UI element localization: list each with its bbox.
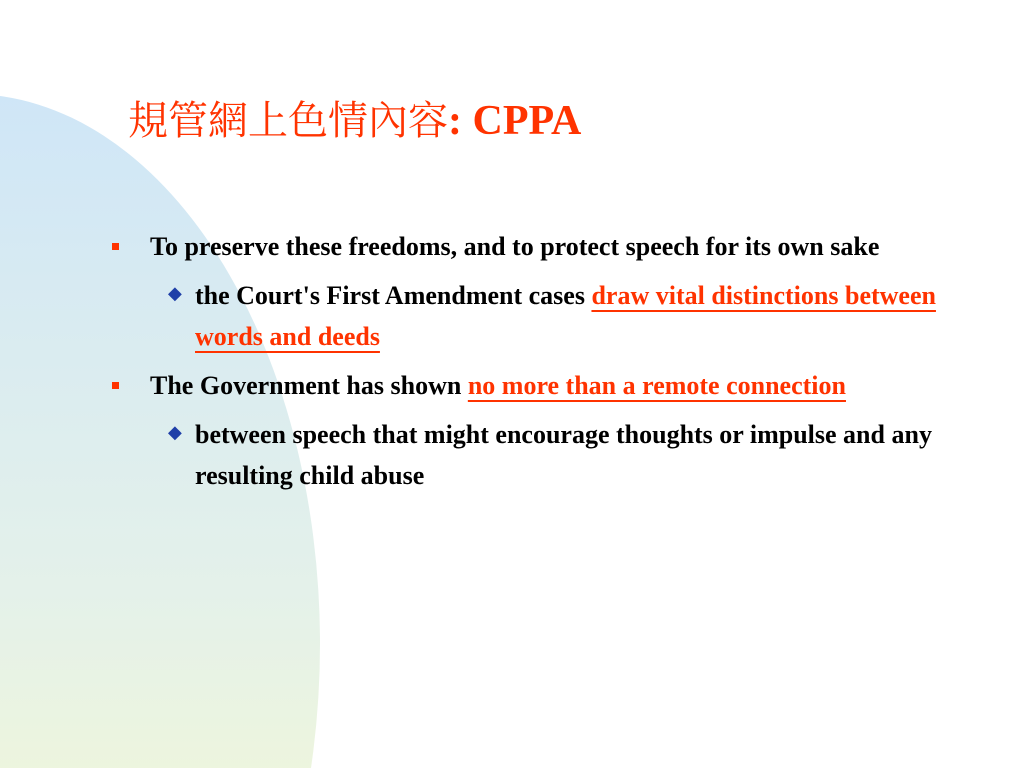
bullet-1-text: To preserve these freedoms, and to protect speech for its own sake: [150, 232, 880, 261]
slide-body: [110, 226, 990, 504]
sub-bullet-item-2: [110, 414, 990, 496]
bullet-2-highlight: no more than a remote connection: [467, 371, 846, 400]
title-chinese: 規管網上色情內容: [128, 98, 448, 144]
sub-bullet-item-1: [110, 275, 990, 357]
square-bullet-icon: [112, 243, 119, 250]
sub-bullet-1-text: the Court's First Amendment cases: [195, 281, 592, 310]
square-bullet-icon: [112, 382, 119, 389]
bullet-2-text: The Government has shown: [150, 371, 468, 400]
slide-title: [128, 96, 581, 146]
sub-bullet-2-text: between speech that might encourage thoughts or impulse and any resulting child abuse: [195, 420, 932, 490]
diamond-bullet-icon: ◆: [168, 283, 182, 304]
title-english: : CPPA: [448, 98, 582, 144]
bullet-item-1: [110, 226, 990, 267]
diamond-bullet-icon: ◆: [168, 422, 182, 443]
bullet-item-2: [110, 365, 990, 406]
sub-bullet-1-highlight: draw vital distinctions between words and deeds: [195, 281, 936, 351]
